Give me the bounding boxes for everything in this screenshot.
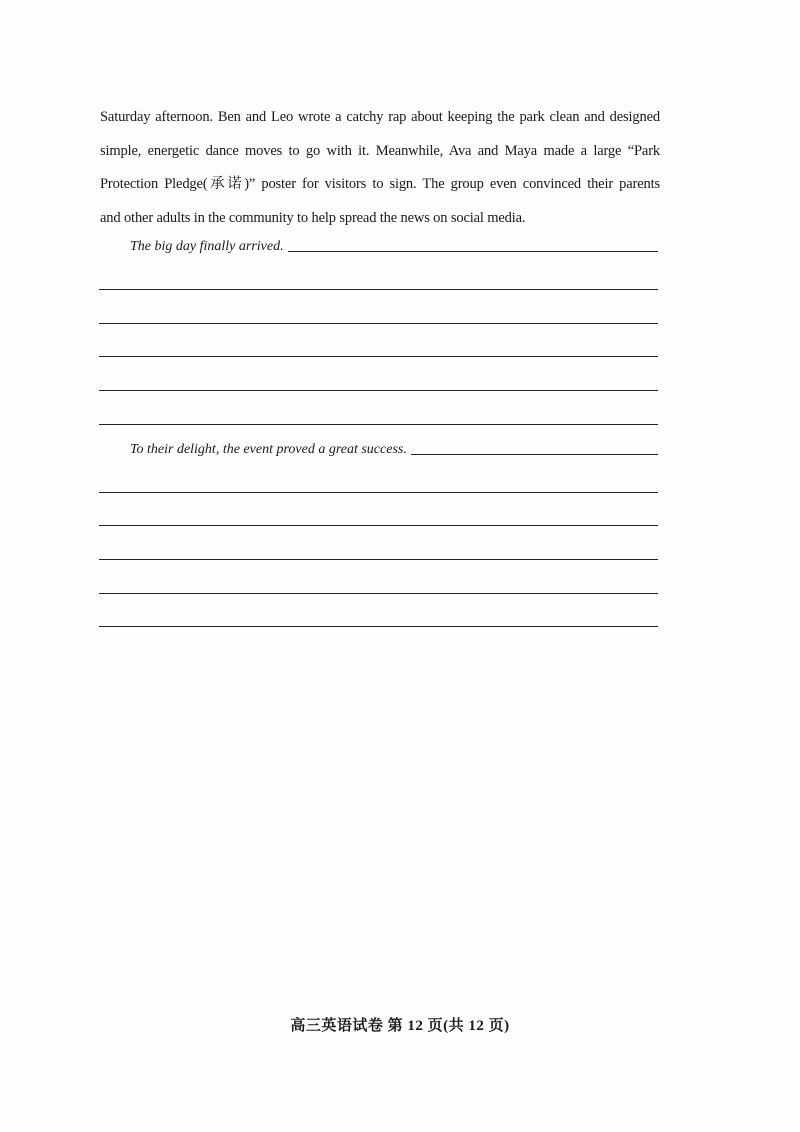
answer-line[interactable]	[288, 251, 658, 252]
answer-line[interactable]	[411, 454, 658, 455]
answer-line[interactable]	[99, 626, 658, 627]
answer-line[interactable]	[99, 289, 658, 290]
answer-line[interactable]	[99, 559, 658, 560]
answer-line[interactable]	[99, 390, 658, 391]
passage-line: simple, energetic dance moves to go with it. Meanwhile, Ava and Maya made a large “Park	[100, 142, 660, 159]
answer-line[interactable]	[99, 492, 658, 493]
continuation-prompt-2	[130, 442, 658, 458]
page-footer: 高三英语试卷 第 12 页(共 12 页)	[290, 1018, 510, 1034]
passage-line: Protection Pledge(承诺)” poster for visitors to sign. The group even convinced their parents	[100, 176, 660, 192]
answer-line[interactable]	[99, 593, 658, 594]
answer-line[interactable]	[99, 424, 658, 425]
continuation-prompt-1	[130, 239, 658, 255]
answer-line[interactable]	[99, 323, 658, 324]
passage-line: Saturday afternoon. Ben and Leo wrote a catchy rap about keeping the park clean and designed	[100, 109, 660, 125]
story-passage	[100, 101, 660, 235]
answer-line[interactable]	[99, 525, 658, 526]
prompt-text-2: To their delight, the event proved a great success.	[130, 442, 407, 457]
prompt-text-1: The big day finally arrived.	[130, 239, 284, 254]
answer-line[interactable]	[99, 356, 658, 357]
passage-line: and other adults in the community to help spread the news on social media.	[100, 209, 526, 226]
